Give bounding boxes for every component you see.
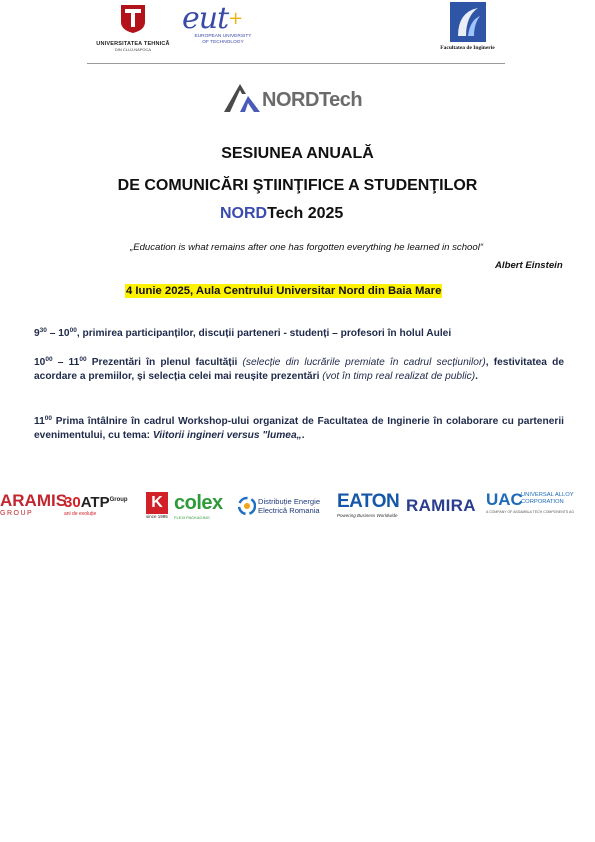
kk-sub: since 1995: [146, 514, 168, 519]
faculty-name: Facultatea de Inginerie: [440, 45, 495, 51]
time-min: 00: [45, 356, 53, 363]
nordtech-peak-icon: [222, 76, 262, 116]
eut-line2: OF TECHNOLOGY: [202, 40, 244, 45]
sponsor-deer-logo: [238, 488, 334, 528]
time-min: 00: [69, 327, 77, 334]
uac-name: UAC: [486, 490, 523, 509]
deer-line2: Electrică Romania: [258, 506, 320, 515]
program-item: $9^{30} - 10^{00}$, primirea participanților, discuții parteneri - studenți – profesori în holul Aulei: [34, 327, 452, 339]
time: 11: [68, 357, 80, 368]
time-min: 00: [79, 356, 87, 363]
colex-sub: FLEXI PACKAGING: [174, 515, 210, 520]
program-note: (vot în timp real realizat de public): [322, 371, 476, 382]
uac-side: [521, 492, 574, 506]
atp-name: ATP: [80, 494, 110, 511]
nordtech-logo-text: NORDTech: [262, 89, 363, 111]
sponsor-uac-logo: [486, 488, 590, 528]
program-text: .: [475, 371, 478, 382]
uac-line1: UNIVERSAL ALLOY: [521, 492, 574, 498]
program-note: (selecție din lucrările premiate în cadrul secțiunilor): [242, 357, 486, 368]
uac-line2: CORPORATION: [521, 499, 564, 505]
header-divider: [87, 63, 505, 64]
sponsor-colex-logo: [174, 488, 236, 528]
utcn-name: UNIVERSITATEA TEHNICĂ: [96, 41, 170, 47]
program-text: .: [301, 430, 305, 441]
time: 10: [58, 328, 70, 339]
title-line-3: [220, 205, 343, 223]
utcn-logo: [88, 4, 178, 52]
sponsor-aramis-logo: [0, 488, 68, 528]
eaton-sub: Powering Business Worldwide: [337, 513, 398, 518]
sponsor-eaton-logo: [337, 488, 403, 528]
title-rest: Tech 2025: [267, 205, 344, 222]
quote-text: „Education is what remains after one has forgotten everything he learned in school“: [130, 242, 484, 253]
program-item: $10^{00} - 11^{00}$ Prezentări în plenul facultății (selecție din lucrările premiate în cadrul secțiunilor), festivitatea de acordare a premiilor, și selecția celei mai reușite prezentări (vot în timp real realizat de public).: [34, 356, 564, 382]
program-item: [34, 415, 564, 443]
program-text: , festivitatea de acordare a premiilor, și selecția celei mai reușite prezentări: [34, 357, 564, 382]
title-accent: NORD: [220, 205, 268, 222]
eut-line1: EUROPEAN UNIVERSITY: [194, 34, 252, 39]
program-text: , primirea participanților, discuții parteneri - studenți – profesori în holul Aulei: [76, 328, 452, 339]
sponsor-atp-logo: [64, 488, 144, 528]
time: 10: [34, 357, 46, 368]
deer-swirl-icon: [238, 496, 256, 516]
sponsor-ramira-logo: [406, 488, 482, 528]
deer-text: [258, 497, 320, 515]
faculty-logo: [430, 2, 505, 60]
ramira-name: RAMIRA: [406, 496, 476, 515]
aramis-name: ARAMIS: [0, 491, 68, 510]
title-line-2: DE COMUNICĂRI ŞTIINŢIFICE A STUDENŢILOR: [117, 177, 478, 194]
aramis-sub: GROUP: [0, 510, 34, 517]
uac-sub: A COMPANY OF ASSAMBLA TECH COMPONENTS AG: [486, 510, 575, 514]
title-line-1: SESIUNEA ANUALĂ: [221, 145, 374, 162]
program-text: Prezentări în plenul facultății: [86, 357, 243, 368]
eut-plus: +: [228, 8, 243, 29]
utcn-shield-icon: [120, 4, 146, 34]
deer-line1: Distribuție Energie: [258, 497, 321, 506]
atp-prefix: 30: [64, 494, 81, 511]
time-min: 00: [44, 415, 53, 422]
event-date-place: 4 Iunie 2025, Aula Centrului Universitar Nord din Baia Mare: [126, 285, 442, 297]
atp-sub: ani de evoluție: [64, 511, 97, 517]
quote-author: Albert Einstein: [495, 260, 563, 271]
workshop-topic: Viitorii ingineri versus "lumea„: [152, 430, 302, 441]
sponsor-kk-logo: [146, 488, 172, 528]
time-min: 30: [39, 327, 47, 334]
eut-mark-text: eut: [182, 1, 229, 36]
utcn-sub: DIN CLUJ-NAPOCA: [114, 47, 152, 52]
atp-main: [64, 494, 144, 511]
kk-mark: K: [146, 492, 168, 514]
eut-logo: [182, 1, 264, 54]
faculty-emblem-icon: [450, 2, 486, 42]
eut-mark: [182, 1, 264, 36]
nordtech-logo: [222, 76, 362, 116]
time: 11: [34, 416, 45, 427]
atp-group: Group: [109, 497, 128, 503]
program-text: Prima întâlnire în cadrul Workshop-ului organizat de Facultatea de Inginerie în colaborare cu partenerii evenimentului, cu tema:: [34, 416, 564, 441]
eaton-name: EATON: [337, 491, 400, 512]
time: 9: [34, 328, 40, 339]
colex-name: colex: [174, 492, 223, 514]
